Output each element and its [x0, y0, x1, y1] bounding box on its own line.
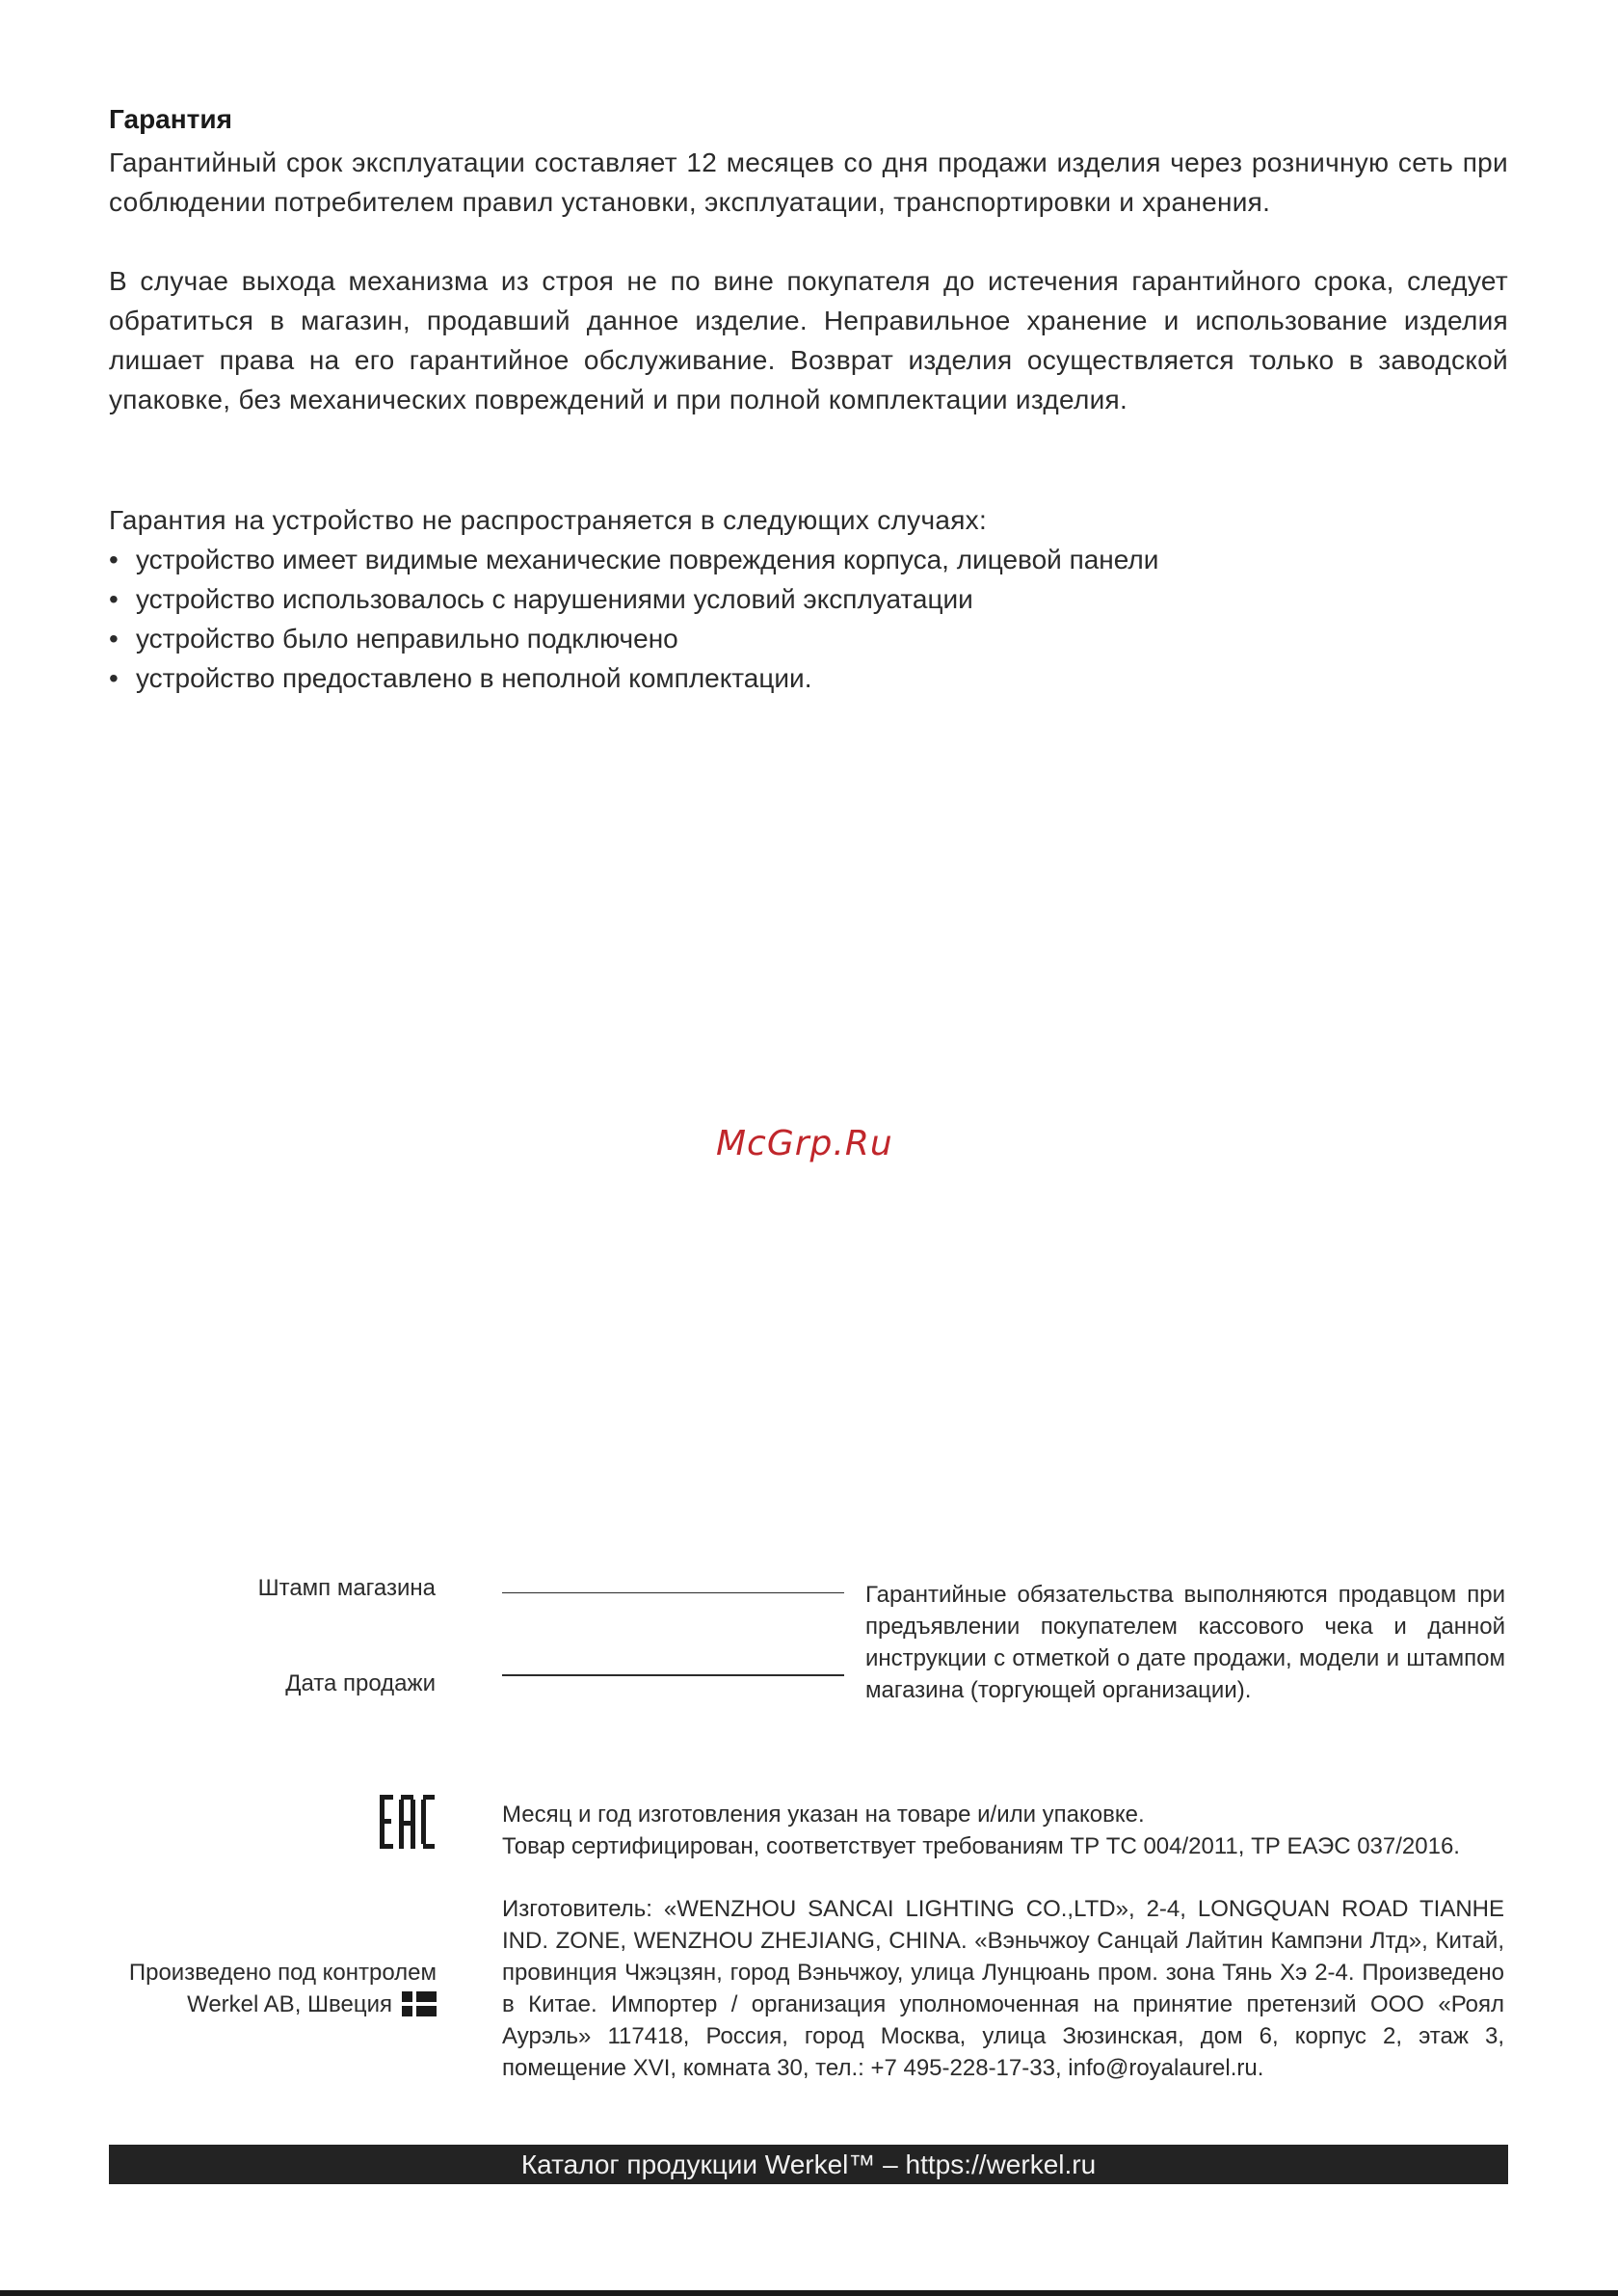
certification-info	[502, 1799, 1508, 1862]
manufacturer-info: Изготовитель: «WENZHOU SANCAI LIGHTING CO.,LTD», 2-4, LONGQUAN ROAD TIANHE IND. ZONE, WENZHOU ZHEJIANG, CHINA. «Вэньчжоу Санцай Лайтин Кампэни Лтд», Китай, провинция Чжэцзян, город Вэньчжоу, улица Лунцюань пром. зона Тянь Хэ 2-4. Произведено в Китае. Импортер / организация уполномоченная на принятие претензий ООО «Роял Аурэль» 117418, Россия, город Москва, улица Зюзинская, дом 6, корпус 2, этаж 3, помещение XVI, комната 30, тел.: +7 495-228-17-33, info@royalaurel.ru.	[502, 1896, 1504, 2081]
warranty-obligations-note: Гарантийные обязательства выполняются продавцом при предъявлении покупателем кассового чека и данной инструкции с отметкой о дате продажи, модели и штампом магазина (торгующей организации).	[865, 1582, 1505, 1703]
warranty-term-paragraph: Гарантийный срок эксплуатации составляет 12 месяцев со дня продажи изделия через розничную сеть при соблюдении потребителем правил установки, эксплуатации, транспортировки и хранения.	[109, 147, 1508, 217]
list-item: • устройство использовалось с нарушениями условий эксплуатации	[109, 579, 1158, 619]
control-line-1: Произведено под контролем	[128, 1960, 437, 1986]
eac-mark-icon	[378, 1793, 436, 1851]
certification-note: Товар сертифицирован, соответствует требованиям ТР ТС 004/2011, ТР ЕАЭС 037/2016.	[502, 1833, 1460, 1859]
stamp-line	[502, 1592, 844, 1593]
sale-date-label: Дата продажи	[285, 1670, 436, 1696]
list-item: • устройство было неправильно подключено	[109, 619, 1158, 658]
warranty-title: Гарантия	[109, 104, 232, 134]
catalog-footer: Каталог продукции Werkel™ – https://werkel.ru	[109, 2145, 1508, 2184]
list-item: • устройство предоставлено в неполной комплектации.	[109, 658, 1158, 698]
sale-date-line	[502, 1674, 844, 1676]
manufacture-date-note: Месяц и год изготовления указан на товаре и/или упаковке.	[502, 1802, 1145, 1828]
warranty-exclusions-intro: Гарантия на устройство не распространяется в следующих случаях:	[109, 505, 988, 535]
watermark: McGrp.Ru	[716, 1124, 893, 1163]
produced-under-control	[58, 1957, 437, 2020]
list-item: • устройство имеет видимые механические повреждения корпуса, лицевой панели	[109, 540, 1158, 579]
bottom-strip	[0, 2290, 1618, 2296]
stamp-label: Штамп магазина	[257, 1575, 436, 1601]
warranty-conditions-paragraph: В случае выхода механизма из строя не по вине покупателя до истечения гарантийного срока, следует обратиться в магазин, продавший данное изделие. Неправильное хранение и использование изделия лишает права на его гарантийное обслуживание. Возврат изделия осуществляется только в заводской упаковке, без механических повреждений и при полной комплектации изделия.	[109, 266, 1508, 414]
warranty-exclusions-list	[109, 540, 1158, 698]
sweden-flag-icon	[402, 1991, 437, 2016]
control-line-2: Werkel AB, Швеция	[187, 1991, 392, 2017]
